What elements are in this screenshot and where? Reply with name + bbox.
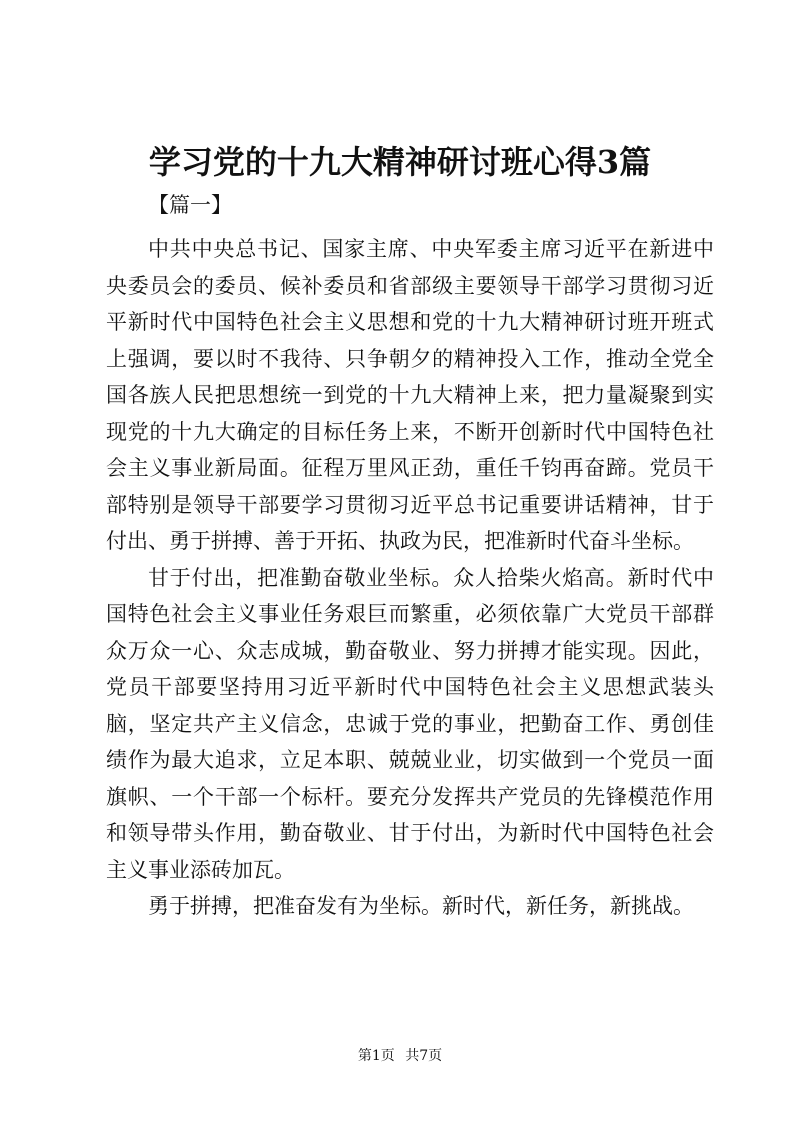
page-footer xyxy=(0,1046,800,1066)
paragraph: 勇于拼搏，把准奋发有为坐标。新时代，新任务，新挑战。 xyxy=(148,894,694,918)
page-total: 共7页 xyxy=(405,1048,443,1064)
paragraph: 中共中央总书记、国家主席、中央军委主席习近平在新进中央委员会的委员、候补委员和省部级主要领导干部学习贯彻习近平新时代中国特色社会主义思想和党的十九大精神研讨班开班式上强调，要以时不我待、只争朝夕的精神投入工作，推动全党全国各族人民把思想统一到党的十九大精神上来，把力量凝聚到实现党的十九大确定的目标任务上来，不断开创新时代中国特色社会主义事业新局面。征程万里风正劲，重任千钧再奋蹄。党员干部特别是领导干部要学习贯彻习近平总书记重要讲话精神，甘于付出、勇于拼搏、善于开拓、执政为民，把准新时代奋斗坐标。 xyxy=(106,237,714,553)
section-label: 【篇一】 xyxy=(148,193,232,217)
document-body xyxy=(106,231,714,925)
paragraph: 甘于付出，把准勤奋敬业坐标。众人拾柴火焰高。新时代中国特色社会主义事业任务艰巨而繁重，必须依靠广大党员干部群众万众一心、众志成城，勤奋敬业、努力拼搏才能实现。因此，党员干部要坚持用习近平新时代中国特色社会主义思想武装头脑，坚定共产主义信念，忠诚于党的事业，把勤奋工作、勇创佳绩作为最大追求，立足本职、兢兢业业，切实做到一个党员一面旗帜、一个干部一个标杆。要充分发挥共产党员的先锋模范作用和领导带头作用，勤奋敬业、甘于付出，为新时代中国特色社会主义事业添砖加瓦。 xyxy=(106,565,714,882)
page-number: 第1页 xyxy=(357,1048,395,1064)
document-title: 学习党的十九大精神研讨班心得3篇 xyxy=(148,143,652,181)
